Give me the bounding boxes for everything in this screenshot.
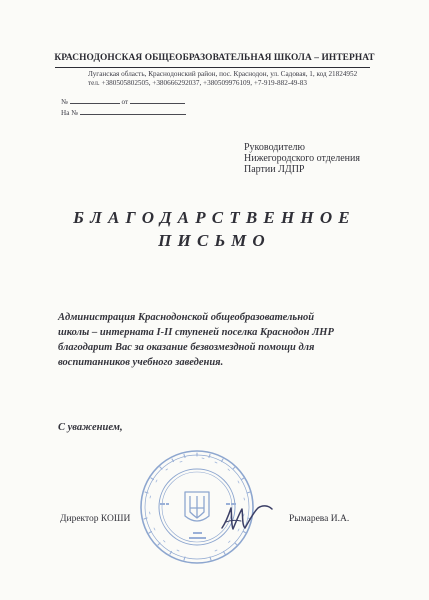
body-line: воспитанников учебного заведения. xyxy=(58,357,224,368)
reply-number-row xyxy=(61,107,186,117)
closing-phrase: С уважением, xyxy=(58,422,123,433)
school-phones: тел. +380505802505, +380666292037, +380509976109, +7-919-882-49-83 xyxy=(88,79,307,87)
school-name: КРАСНОДОНСКАЯ ОБЩЕОБРАЗОВАТЕЛЬНАЯ ШКОЛА – ИНТЕРНАТ xyxy=(54,53,375,63)
outgoing-number-row xyxy=(61,96,185,106)
reply-label: На № xyxy=(61,109,79,117)
handwritten-signature xyxy=(218,500,278,536)
letterhead-divider xyxy=(55,67,370,68)
addressee-line: Руководителю xyxy=(244,142,305,153)
addressee-line: Нижегородского отделения xyxy=(244,153,360,164)
director-name: Рымарева И.А. xyxy=(289,514,350,524)
body-line: Администрация Краснодонской общеобразовательной xyxy=(58,312,315,323)
reply-blank xyxy=(80,107,186,115)
number-blank xyxy=(70,96,120,104)
date-blank xyxy=(130,96,185,104)
addressee-line: Партии ЛДПР xyxy=(244,164,305,175)
school-address: Луганская область, Краснодонский район, пос. Краснодон, ул. Садовая, 1, код 21824952 xyxy=(88,70,358,78)
letter-title: ПИСЬМО xyxy=(158,231,271,250)
letter-title: БЛАГОДАРСТВЕННОЕ xyxy=(73,208,356,227)
body-line: школы – интерната I-II ступеней поселка Краснодон ЛНР xyxy=(58,327,334,338)
from-label: от xyxy=(121,98,129,106)
director-position: Директор КОШИ xyxy=(60,514,131,524)
body-line: благодарит Вас за оказание безвозмездной помощи для xyxy=(58,342,315,353)
number-label: № xyxy=(61,98,68,106)
